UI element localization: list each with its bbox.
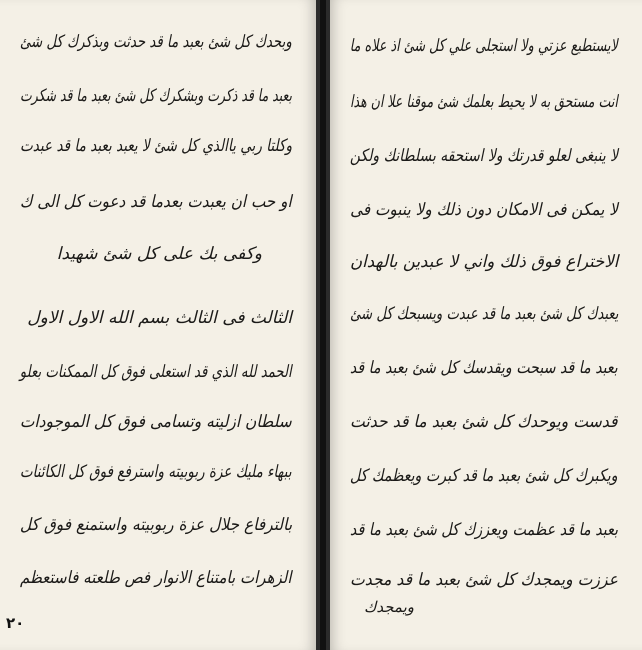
right-line-10: بعبد ما قد عظمت ويعززك كل شئ بعبد ما قد <box>349 520 618 540</box>
left-line-10: بالترفاع جلال عزة ربوبيته واستمنع فوق كل <box>19 515 292 535</box>
right-page <box>330 0 642 650</box>
catchword: ويمجدك <box>364 598 415 616</box>
left-line-7: الحمد لله الذي قد استعلى فوق كل الممكنات بعلو <box>20 362 292 382</box>
right-line-11: عززت ويمجدك كل شئ بعبد ما قد مجدت <box>350 570 618 590</box>
book-gutter <box>316 0 330 650</box>
right-line-5: الاختراع فوق ذلك واني لا عبدين بالهدان <box>349 252 618 272</box>
right-line-3: لا ينبغى لعلو قدرتك ولا استحقه بسلطانك ولكن <box>349 146 618 166</box>
right-line-6: يعبدك كل شئ بعبد ما قد عبدت ويسبحك كل شئ <box>349 304 618 324</box>
page-number: ٢٠ <box>6 614 25 632</box>
left-line-11: الزهرات بامتناع الانوار فص طلعته فاستعظم <box>20 568 292 588</box>
left-line-1: وبحدك كل شئ بعبد ما قد حدثت وبذكرك كل شئ <box>20 32 292 52</box>
right-line-2: انت مستحق به لا يحيط بعلمك شئ موقنا علا ان هذا <box>350 92 618 112</box>
right-line-8: قدست ويوحدك كل شئ بعبد ما قد حدثت <box>350 412 618 432</box>
left-line-9: ببهاء مليك عزة ربوبيته واسترفع فوق كل الكائنات <box>20 462 292 482</box>
left-page <box>0 0 316 650</box>
left-line-8: سلطان ازليته وتسامى فوق كل الموجودات <box>20 412 292 432</box>
left-line-5: وكفى بك على كل شئ شهيدا <box>56 244 262 264</box>
gutter-shadow <box>320 0 326 650</box>
left-line-2: بعبد ما قد ذكرت وبشكرك كل شئ بعبد ما قد شكرت <box>20 86 292 106</box>
right-line-9: ويكبرك كل شئ بعبد ما قد كبرت ويعظمك كل <box>350 466 618 486</box>
left-line-3: وكلتا ربي ياالذي كل شئ لا يعبد بعبد ما قد عبدت <box>19 136 292 156</box>
left-line-4: او حب ان يعبدت بعدما قد دعوت كل الى ك <box>20 192 292 212</box>
right-line-1: لايستطيع عزتي ولا استجلى علي كل شئ اذ علاه ما <box>350 36 618 56</box>
right-line-7: بعبد ما قد سبحت ويقدسك كل شئ بعبد ما قد <box>350 358 618 378</box>
right-line-4: لا يمكن فى الامكان دون ذلك ولا ينبوت فى <box>350 200 618 220</box>
left-line-6-heading: الثالث فى الثالث بسم الله الاول الاول <box>27 308 292 328</box>
